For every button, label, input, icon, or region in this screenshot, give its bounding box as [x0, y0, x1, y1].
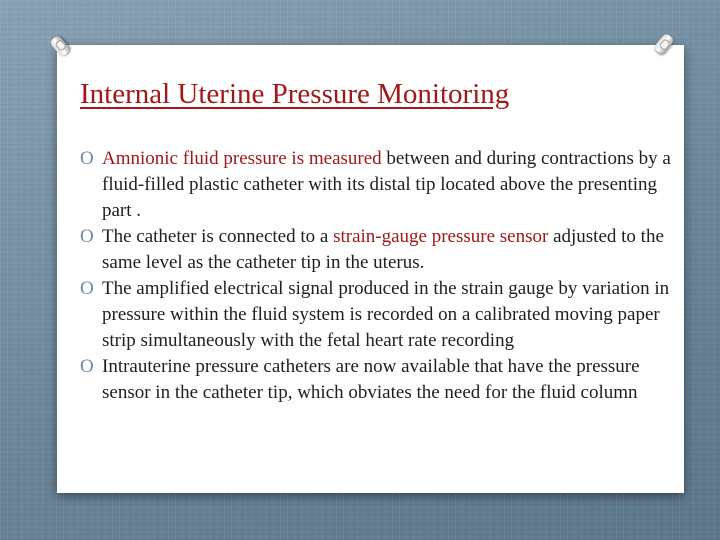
bullet-item [80, 354, 680, 406]
bullet-item [80, 146, 680, 224]
bullet-marker-icon: O [80, 148, 94, 169]
bullet-highlight: strain-gauge pressure sensor [333, 226, 549, 247]
bullet-text: between and during contractions by a fluid-filled plastic catheter with its distal tip located above the presenting part . [102, 148, 671, 221]
bullet-text: The catheter is connected to a [102, 226, 334, 247]
bullet-item [80, 276, 680, 354]
slide-title: Internal Uterine Pressure Monitoring [80, 78, 510, 110]
bullet-marker-icon: O [80, 226, 94, 247]
bullet-text: adjusted to the same level as the catheter tip in the uterus. [102, 226, 664, 273]
bullet-highlight: Amnionic fluid pressure is measured [102, 148, 382, 169]
bullet-text: Intrauterine pressure catheters are now available that have the pressure sensor in the catheter tip, which obviates the need for the fluid column [102, 356, 640, 403]
bullet-item [80, 224, 680, 276]
bullet-list [80, 146, 680, 406]
bullet-text: The amplified electrical signal produced in the strain gauge by variation in pressure within the fluid system is recorded on a calibrated moving paper strip simultaneously with the fetal heart rate recording [102, 278, 670, 351]
bullet-marker-icon: O [80, 356, 94, 377]
bullet-marker-icon: O [80, 278, 94, 299]
